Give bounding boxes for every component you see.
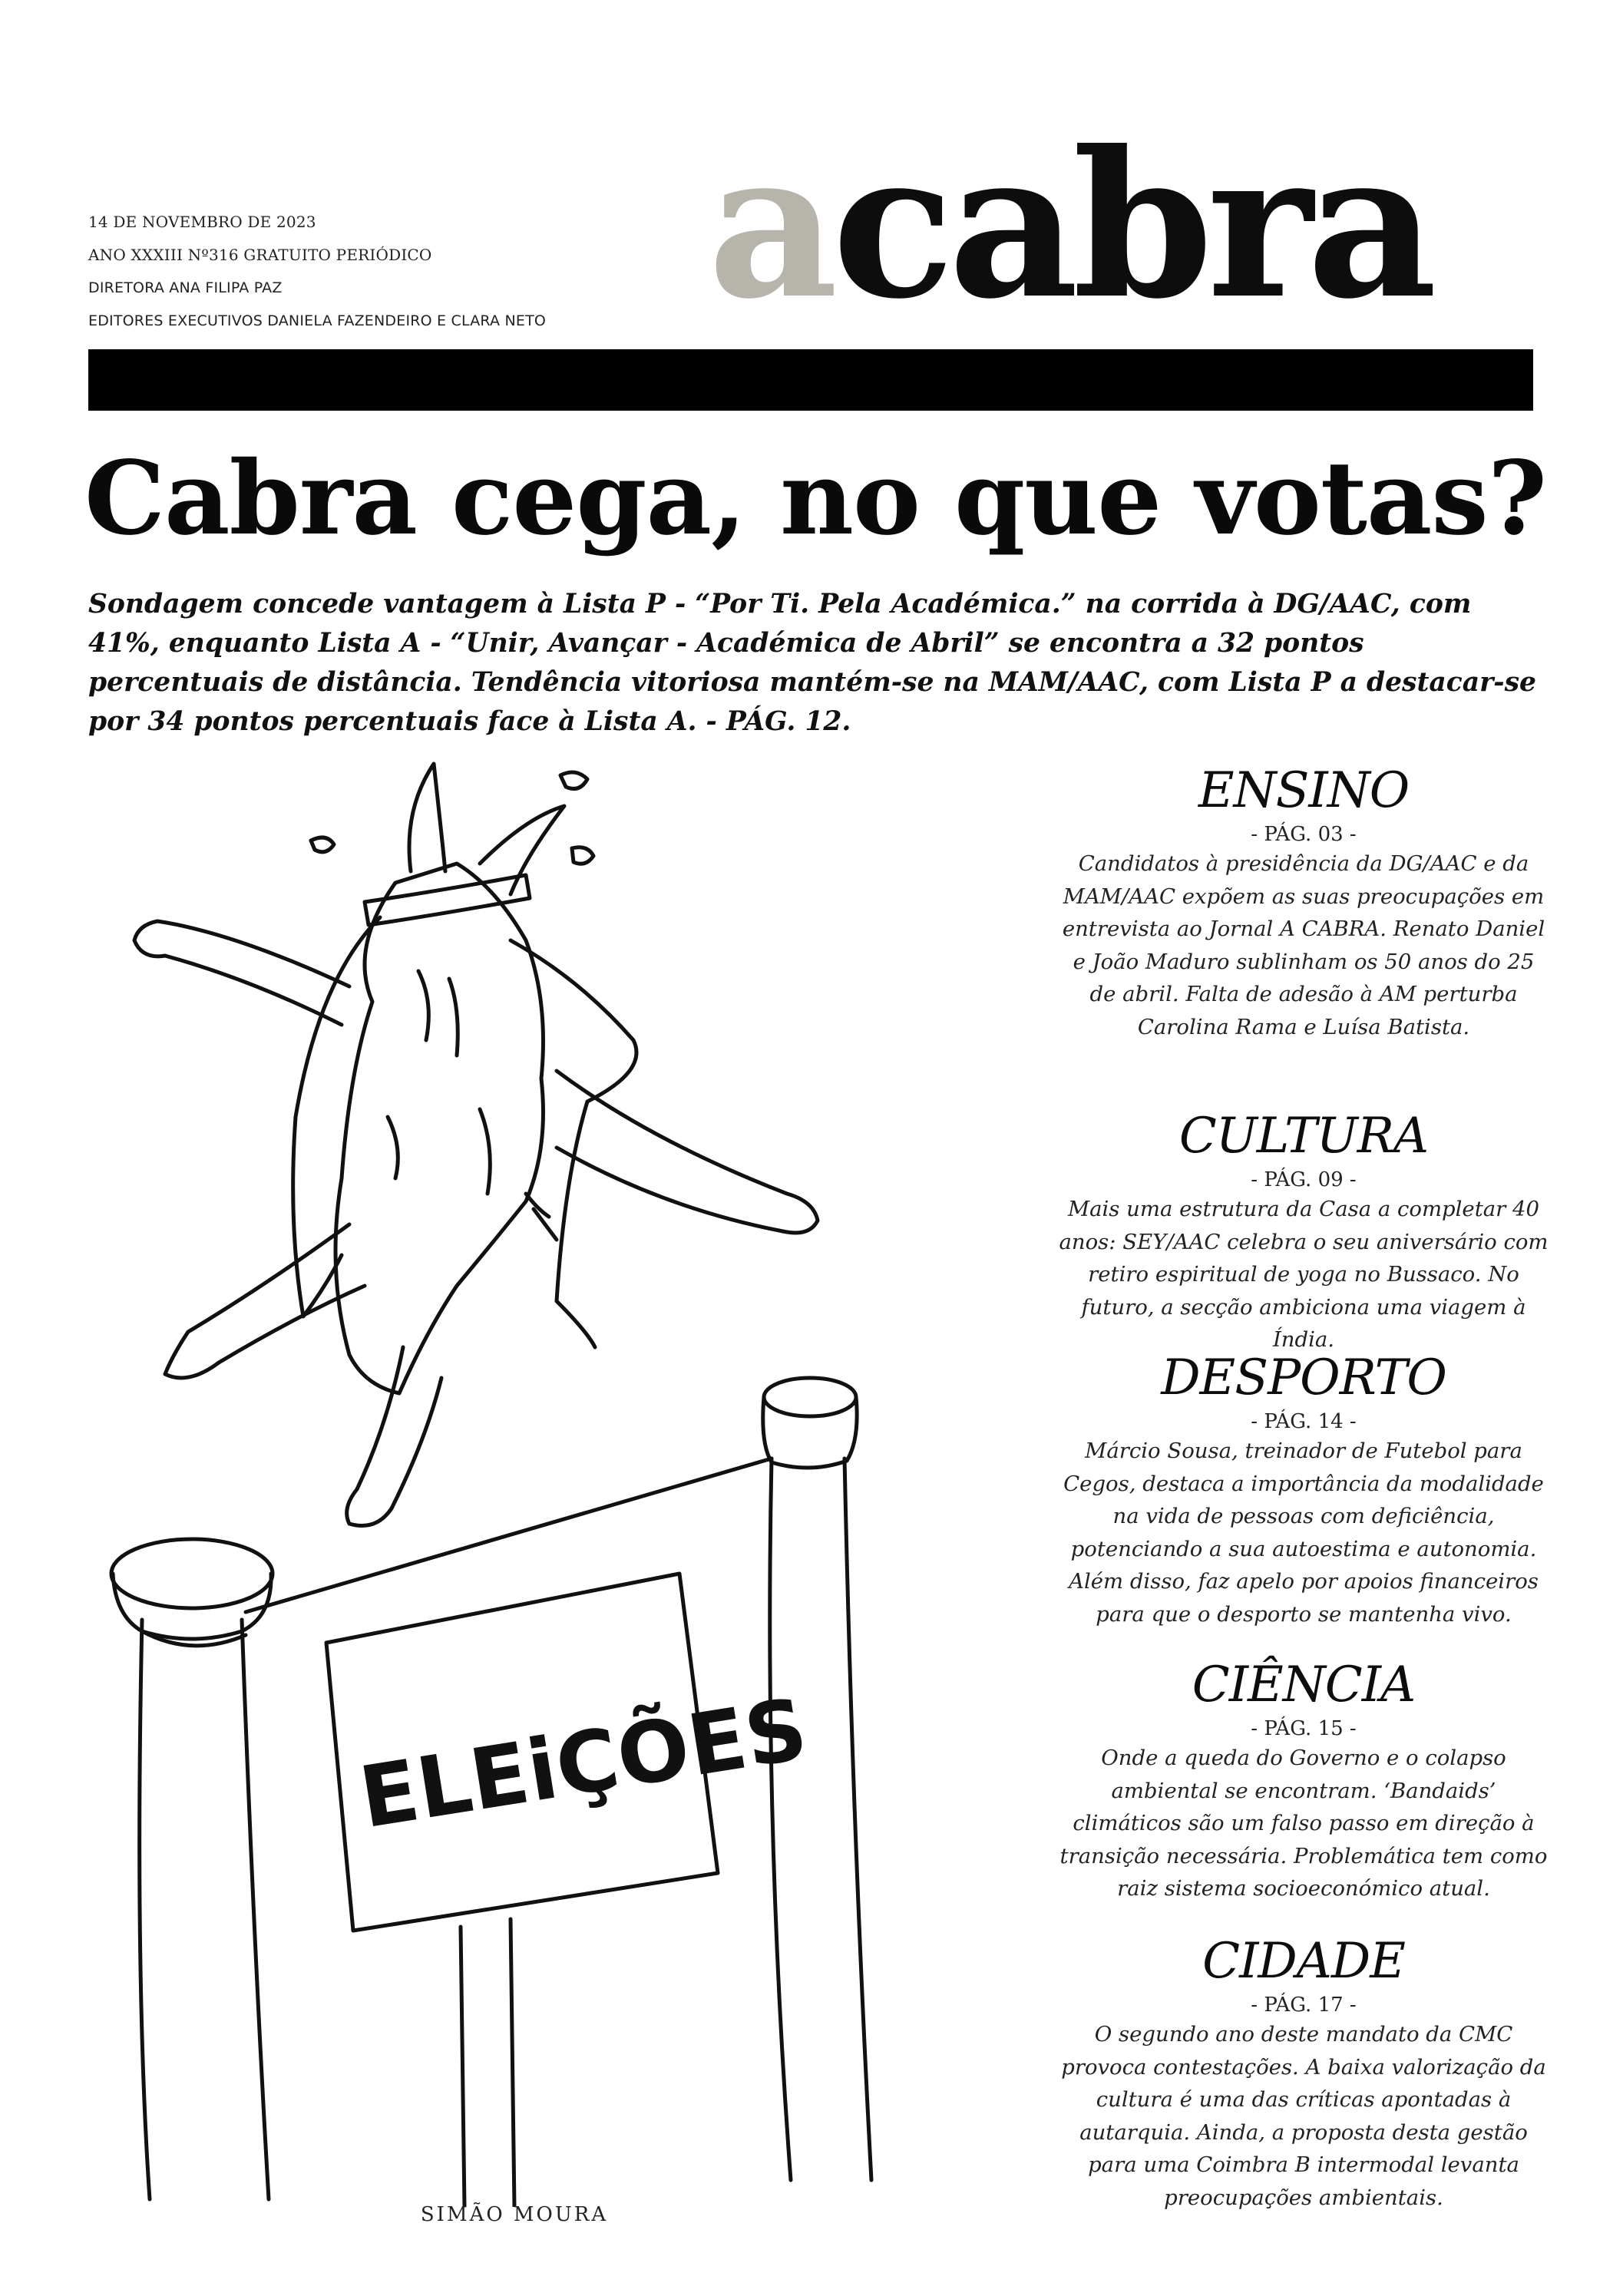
director-credit: DIRETORA ANA FILIPA PAZ <box>88 279 283 296</box>
section-summary: O segundo ano deste mandato da CMC provoca contestações. A baixa valorização da cultura é uma das críticas apontadas à autarquia. Ainda, a proposta desta gestão para uma Coimbra B intermodal levanta preocupações ambientais. <box>1061 2022 1546 2210</box>
illustration-credit: SIMÃO MOURA <box>420 2203 609 2226</box>
goat-horn-left <box>409 764 445 871</box>
right-post-top <box>764 1378 856 1416</box>
section-title: DESPORTO <box>1161 1350 1446 1406</box>
tightrope <box>246 1459 772 1612</box>
section-summary: Márcio Sousa, treinador de Futebol para Cegos, destaca a importância da modalidade na vida de pessoas com deficiência, potenciando a sua autoestima e autonomia. Além disso, faz apelo por apoios financeiros para que o desporto se mantenha vivo. <box>1063 1439 1544 1627</box>
lead-summary: Sondagem concede vantagem à Lista P - “Por Ti. Pela Académica.” na corrida à DG/AAC, com 41%, enquanto Lista A - “Unir, Avançar - Académica de Abril” se encontra a 32 pontos percentuais de distância. Tendência vitoriosa mantém-se na MAM/AAC, com Lista P a destacar-se por 34 pontos percentuais face à Lista A. - PÁG. 12. <box>88 589 1536 737</box>
section-cultura <box>1058 1105 1549 1356</box>
sign-post-left <box>461 1919 514 2207</box>
section-title: ENSINO <box>1198 762 1410 819</box>
section-page-ref: - PÁG. 14 - <box>1251 1410 1357 1433</box>
goat-cartoon-illustration <box>96 748 1109 2207</box>
main-headline: Cabra cega, no que votas? <box>84 439 1547 558</box>
blindfold <box>365 875 530 925</box>
issue-date: 14 DE NOVEMBRO DE 2023 <box>88 213 316 231</box>
left-post-top <box>111 1539 273 1608</box>
issue-number: ANO XXXIII Nº316 GRATUITO PERIÓDICO <box>88 246 432 264</box>
section-page-ref: - PÁG. 03 - <box>1251 823 1357 846</box>
masthead-rule <box>88 349 1533 411</box>
section-title: CIÊNCIA <box>1192 1657 1416 1713</box>
section-page-ref: - PÁG. 17 - <box>1251 1994 1357 2017</box>
section-title: CULTURA <box>1178 1108 1429 1165</box>
section-page-ref: - PÁG. 09 - <box>1251 1168 1357 1191</box>
section-summary: Mais uma estrutura da Casa a completar 40 anos: SEY/AAC celebra o seu aniversário com retiro espiritual de yoga no Bussaco. No futuro, a secção ambiciona uma viagem à Índia. <box>1059 1197 1549 1352</box>
section-ensino <box>1058 760 1549 1043</box>
coat-right <box>511 940 636 1347</box>
section-page-ref: - PÁG. 15 - <box>1251 1717 1357 1740</box>
section-summary: Candidatos à presidência da DG/AAC e da MAM/AAC expõem as suas preocupações em entrevista ao Jornal A CABRA. Renato Daniel e João Maduro sublinham os 50 anos do 25 de abril. Falta de adesão à AM perturba Carolina Rama e Luísa Batista. <box>1062 851 1545 1039</box>
section-desporto <box>1058 1347 1549 1630</box>
left-post <box>140 1620 269 2199</box>
section-ciencia <box>1058 1654 1549 1905</box>
goat-arm-left <box>134 921 349 1025</box>
section-title: CIDADE <box>1202 1933 1405 1990</box>
section-cidade <box>1058 1931 1549 2214</box>
right-post <box>770 1459 871 2180</box>
logo-a: a <box>708 107 832 343</box>
editors-credit: EDITORES EXECUTIVOS DANIELA FAZENDEIRO E CLARA NETO <box>88 312 547 329</box>
logo-cabra: cabra <box>831 107 1432 343</box>
sign-lettering: ELEiÇÕES <box>353 1680 814 1848</box>
section-summary: Onde a queda do Governo e o colapso ambiental se encontram. ‘Bandaids’ climáticos são um falso passo em direção à transição necessária. Problemática tem como raiz sistema socioeconómico atual. <box>1059 1746 1548 1901</box>
masthead-meta <box>88 206 641 338</box>
newspaper-logo <box>708 107 1545 343</box>
